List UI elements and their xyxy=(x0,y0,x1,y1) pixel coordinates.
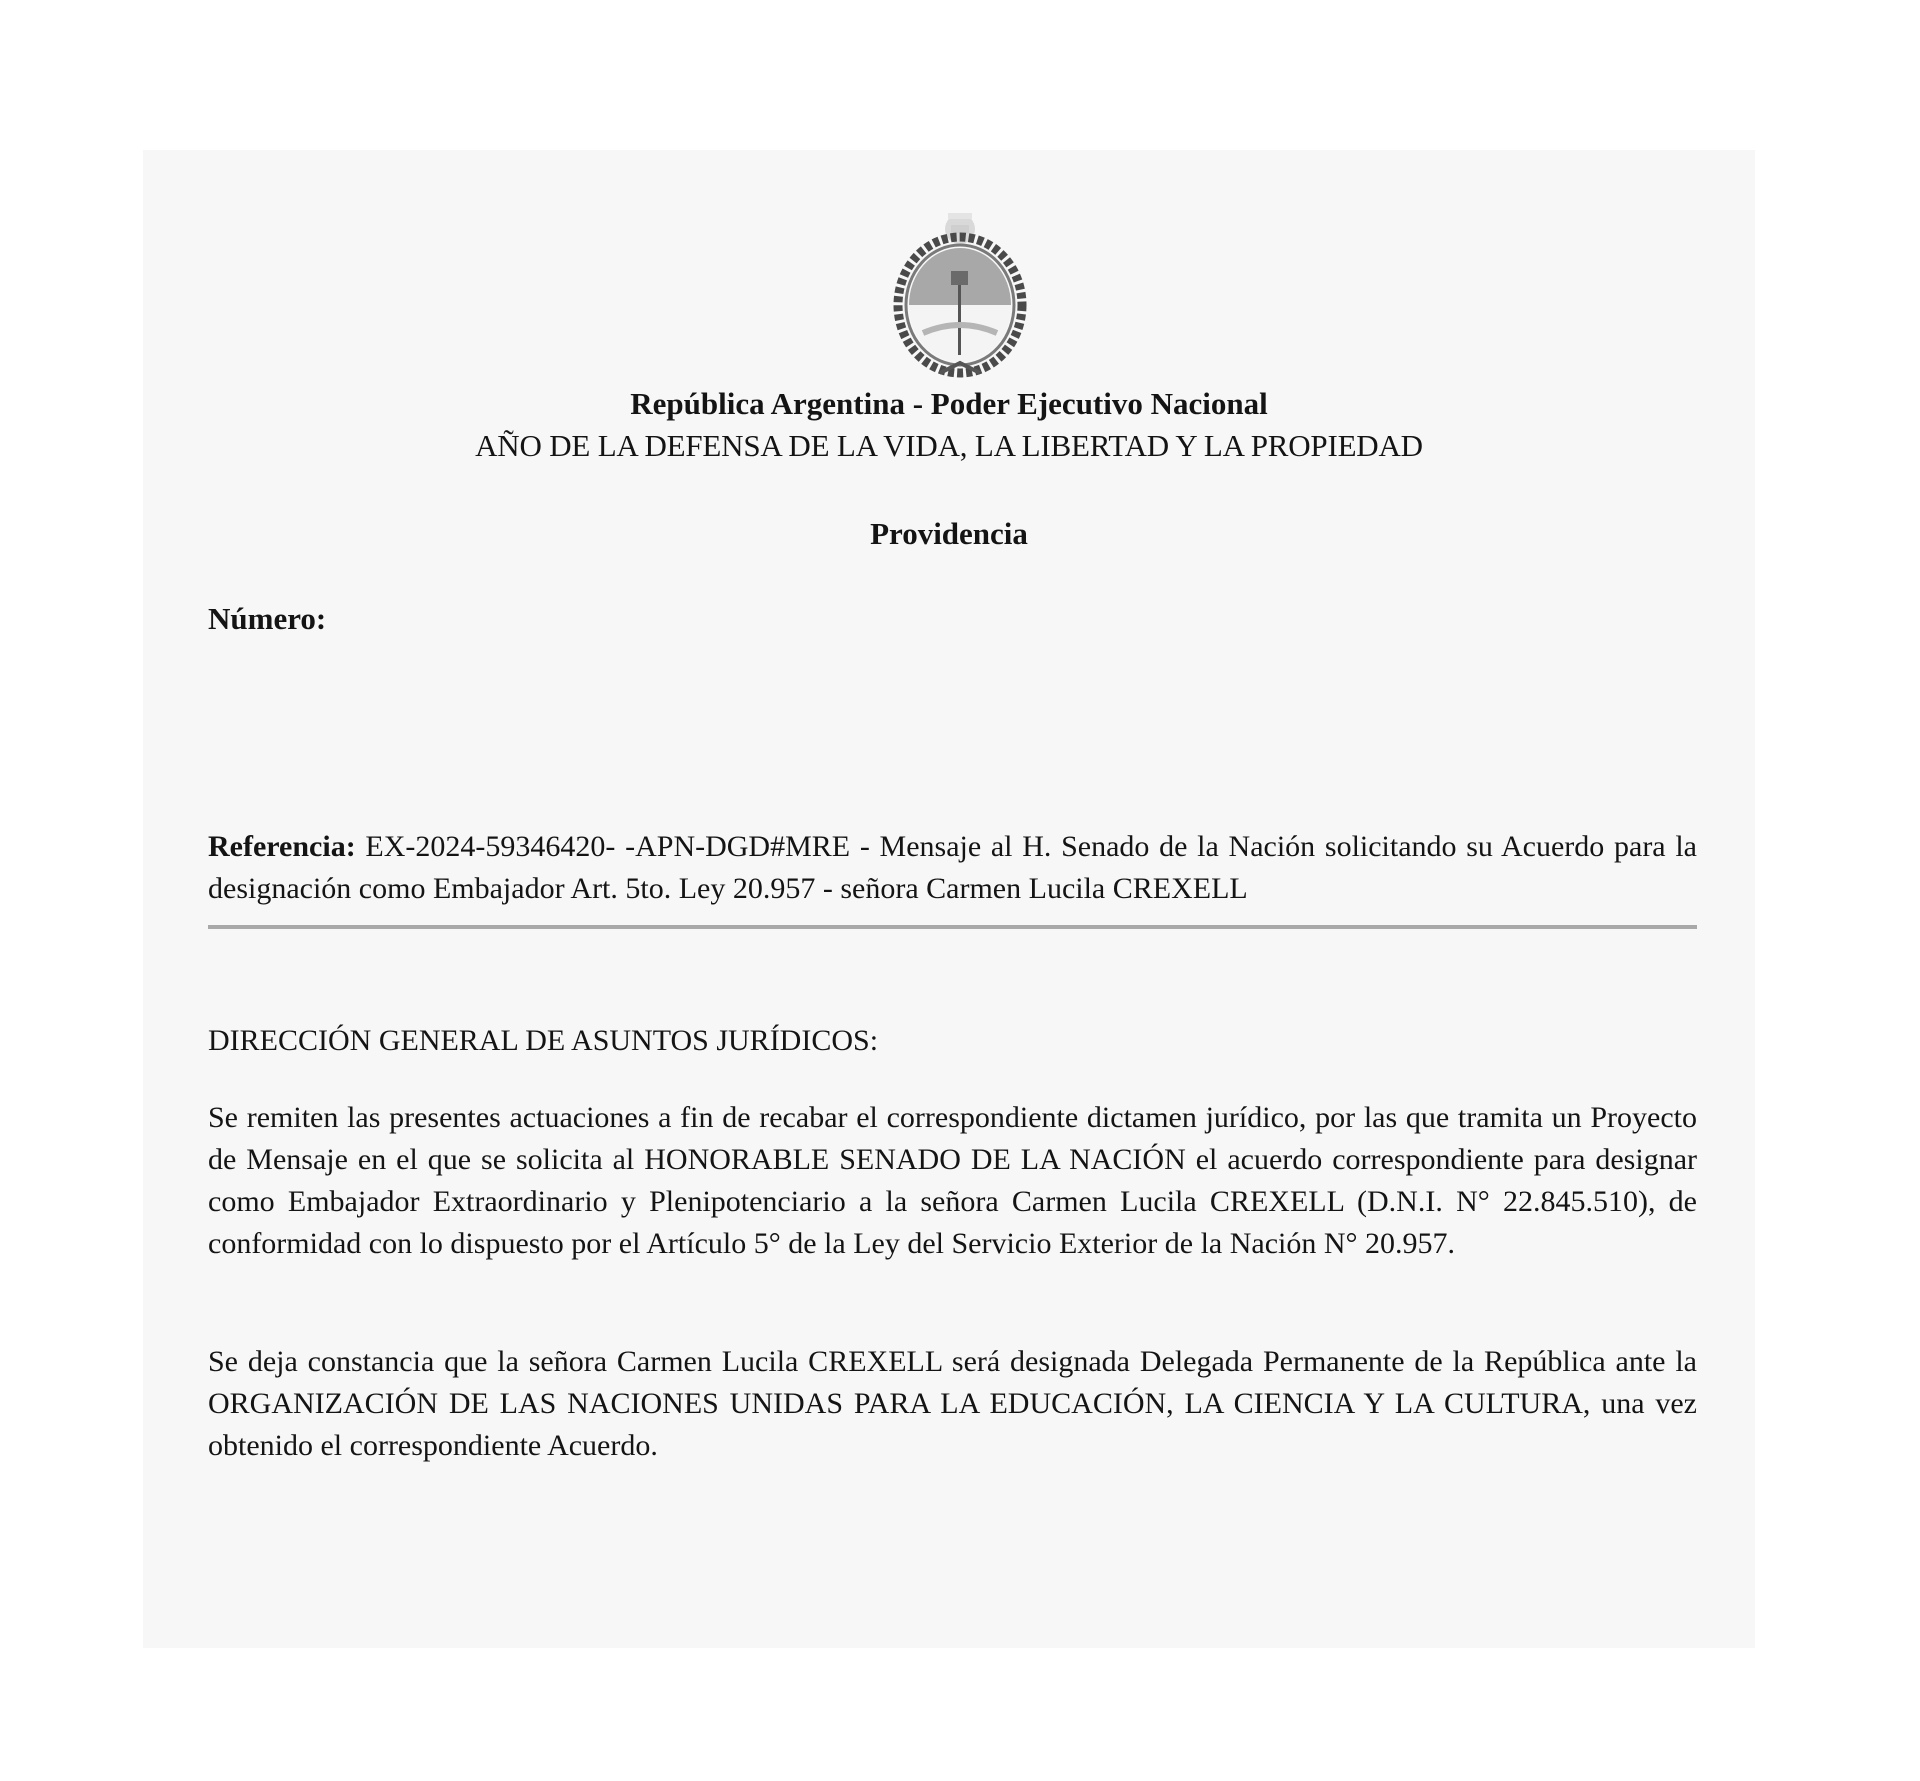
body-paragraph: Se deja constancia que la señora Carmen Lucila CREXELL será designada Delegada Permanente de la República ante la ORGANIZACIÓN DE LAS NACIONES UNIDAS PARA LA EDUCACIÓN, LA CIENCIA Y LA CULTURA, una vez obtenido el correspondiente Acuerdo. xyxy=(208,1345,1697,1462)
body-paragraph: Se remiten las presentes actuaciones a fin de recabar el correspondiente dictamen jurídico, por las que tramita un Proyecto de Mensaje en el que se solicita al HONORABLE SENADO DE LA NACIÓN el acuerdo correspondiente para designar como Embajador Extraordinario y Plenipotenciario a la señora Carmen Lucila CREXELL (D.N.I. N° 22.845.510), de conformidad con lo dispuesto por el Artículo 5° de la Ley del Servicio Exterior de la Nación N° 20.957. xyxy=(208,1101,1697,1260)
document-type-title: Providencia xyxy=(870,516,1028,551)
number-label: Número: xyxy=(208,601,327,636)
document-header-title: República Argentina - Poder Ejecutivo Nacional xyxy=(630,386,1268,421)
reference-block xyxy=(208,826,1697,910)
reference-label: Referencia: xyxy=(208,830,356,863)
addressee-heading: DIRECCIÓN GENERAL DE ASUNTOS JURÍDICOS: xyxy=(208,1024,879,1057)
divider-rule xyxy=(208,925,1697,929)
reference-text: EX-2024-59346420- -APN-DGD#MRE - Mensaje al H. Senado de la Nación solicitando su Acuerdo para la designación como Embajador Art. 5to. Ley 20.957 - señora Carmen Lucila CREXELL xyxy=(208,830,1697,905)
argentina-coat-of-arms-icon xyxy=(885,205,1035,383)
year-motto: AÑO DE LA DEFENSA DE LA VIDA, LA LIBERTAD Y LA PROPIEDAD xyxy=(475,428,1423,463)
